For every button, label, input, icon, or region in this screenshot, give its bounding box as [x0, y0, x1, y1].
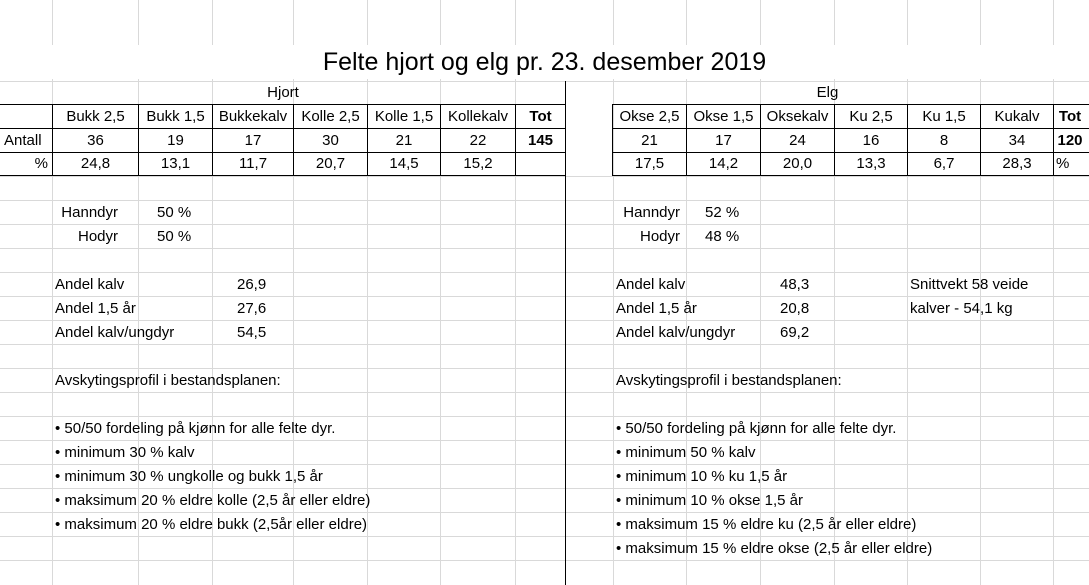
elg-col-header: Okse 2,5: [619, 108, 680, 125]
elg-antall-total: 120: [1057, 132, 1083, 149]
grid-line: [0, 176, 1089, 177]
hjort-hodyr-value: 50 %: [157, 228, 192, 245]
hjort-percent-cell: 13,1: [160, 155, 191, 172]
hjort-antall-cell: 19: [167, 132, 184, 149]
hjort-andel-ungdyr-value: 54,5: [237, 324, 267, 341]
hjort-profile-item: • maksimum 20 % eldre bukk (2,5år eller eldre): [55, 516, 368, 533]
elg-weight-note: Snittvekt 58 veide: [910, 276, 1029, 293]
elg-percent-cell: 14,2: [708, 155, 739, 172]
hjort-percent-cell: 14,5: [389, 155, 419, 172]
elg-profile-item: • 50/50 fordeling på kjønn for alle felte dyr.: [616, 420, 897, 437]
hjort-col-header: Kolle 2,5: [301, 108, 360, 125]
elg-percent-cell: 13,3: [856, 155, 886, 172]
elg-col-header-total: Tot: [1058, 108, 1082, 125]
center-divider: [565, 81, 566, 585]
hjort-col-header: Bukk 2,5: [66, 108, 125, 125]
hjort-antall-cell: 36: [87, 132, 104, 149]
elg-hodyr-label: Hodyr: [639, 228, 680, 245]
elg-header: Elg: [816, 84, 839, 101]
hjort-hanndyr-label: Hanndyr: [61, 204, 118, 221]
hjort-andel-15-value: 27,6: [237, 300, 267, 317]
hjort-header: Hjort: [267, 84, 299, 101]
elg-antall-cell: 21: [641, 132, 658, 149]
elg-andel-ungdyr-value: 69,2: [780, 324, 810, 341]
hjort-hanndyr-value: 50 %: [157, 204, 192, 221]
elg-antall-cell: 16: [862, 132, 880, 149]
elg-weight-note: kalver - 54,1 kg: [910, 300, 1013, 317]
elg-col-header: Kukalv: [994, 108, 1040, 125]
hjort-percent-cell: 20,7: [315, 155, 346, 172]
elg-percent-cell: 17,5: [634, 155, 665, 172]
hjort-hodyr-label: Hodyr: [77, 228, 118, 245]
elg-antall-cell: 34: [1008, 132, 1026, 149]
hjort-antall-cell: 21: [395, 132, 413, 149]
row-label-percent: %: [34, 155, 48, 172]
elg-profile-heading: Avskytingsprofil i bestandsplanen:: [616, 372, 842, 389]
hjort-profile-item: • maksimum 20 % eldre kolle (2,5 år eller eldre): [55, 492, 371, 509]
elg-hanndyr-label: Hanndyr: [623, 204, 680, 221]
page-title: Felte hjort og elg pr. 23. desember 2019: [0, 45, 1089, 79]
elg-hanndyr-value: 52 %: [705, 204, 740, 221]
hjort-profile-item: • minimum 30 % kalv: [55, 444, 195, 461]
hjort-percent-cell: 11,7: [238, 155, 268, 172]
elg-profile-item: • maksimum 15 % eldre okse (2,5 år eller eldre): [616, 540, 933, 557]
hjort-andel-ungdyr-label: Andel kalv/ungdyr: [55, 324, 175, 341]
hjort-antall-cell: 30: [322, 132, 339, 149]
hjort-antall-cell: 17: [244, 132, 262, 149]
hjort-profile-item: • minimum 30 % ungkolle og bukk 1,5 år: [55, 468, 323, 485]
elg-andel-kalv-label: Andel kalv: [616, 276, 686, 293]
elg-andel-15-value: 20,8: [780, 300, 810, 317]
hjort-antall-cell: 22: [469, 132, 487, 149]
elg-percent-cell: 28,3: [1002, 155, 1032, 172]
elg-profile-item: • minimum 10 % okse 1,5 år: [616, 492, 803, 509]
elg-percent-cell: 20,0: [782, 155, 813, 172]
hjort-percent-cell: 24,8: [80, 155, 111, 172]
hjort-col-header-total: Tot: [529, 108, 552, 125]
hjort-antall-total: 145: [527, 132, 554, 149]
hjort-percent-cell: 15,2: [463, 155, 493, 172]
hjort-col-header: Kollekalv: [447, 108, 509, 125]
hjort-andel-kalv-label: Andel kalv: [55, 276, 125, 293]
elg-antall-cell: 8: [939, 132, 949, 149]
elg-col-header: Ku 1,5: [922, 108, 966, 125]
elg-percent-unit: %: [1056, 155, 1070, 172]
elg-andel-15-label: Andel 1,5 år: [616, 300, 697, 317]
elg-andel-ungdyr-label: Andel kalv/ungdyr: [616, 324, 736, 341]
elg-col-header: Oksekalv: [766, 108, 829, 125]
hjort-andel-kalv-value: 26,9: [237, 276, 267, 293]
elg-profile-item: • minimum 10 % ku 1,5 år: [616, 468, 788, 485]
elg-hodyr-value: 48 %: [705, 228, 740, 245]
hjort-col-header: Bukk 1,5: [146, 108, 205, 125]
hjort-profile-item: • 50/50 fordeling på kjønn for alle felte dyr.: [55, 420, 336, 437]
elg-profile-item: • minimum 50 % kalv: [616, 444, 756, 461]
elg-col-header: Okse 1,5: [693, 108, 754, 125]
elg-antall-cell: 17: [715, 132, 732, 149]
elg-percent-cell: 6,7: [933, 155, 955, 172]
elg-andel-kalv-value: 48,3: [780, 276, 810, 293]
hjort-profile-heading: Avskytingsprofil i bestandsplanen:: [55, 372, 281, 389]
hjort-andel-15-label: Andel 1,5 år: [55, 300, 136, 317]
elg-antall-cell: 24: [789, 132, 806, 149]
hjort-col-header: Bukkekalv: [218, 108, 288, 125]
elg-profile-item: • maksimum 15 % eldre ku (2,5 år eller eldre): [616, 516, 917, 533]
elg-col-header: Ku 2,5: [849, 108, 893, 125]
hjort-col-header: Kolle 1,5: [374, 108, 434, 125]
row-label-antall: Antall: [4, 132, 42, 149]
